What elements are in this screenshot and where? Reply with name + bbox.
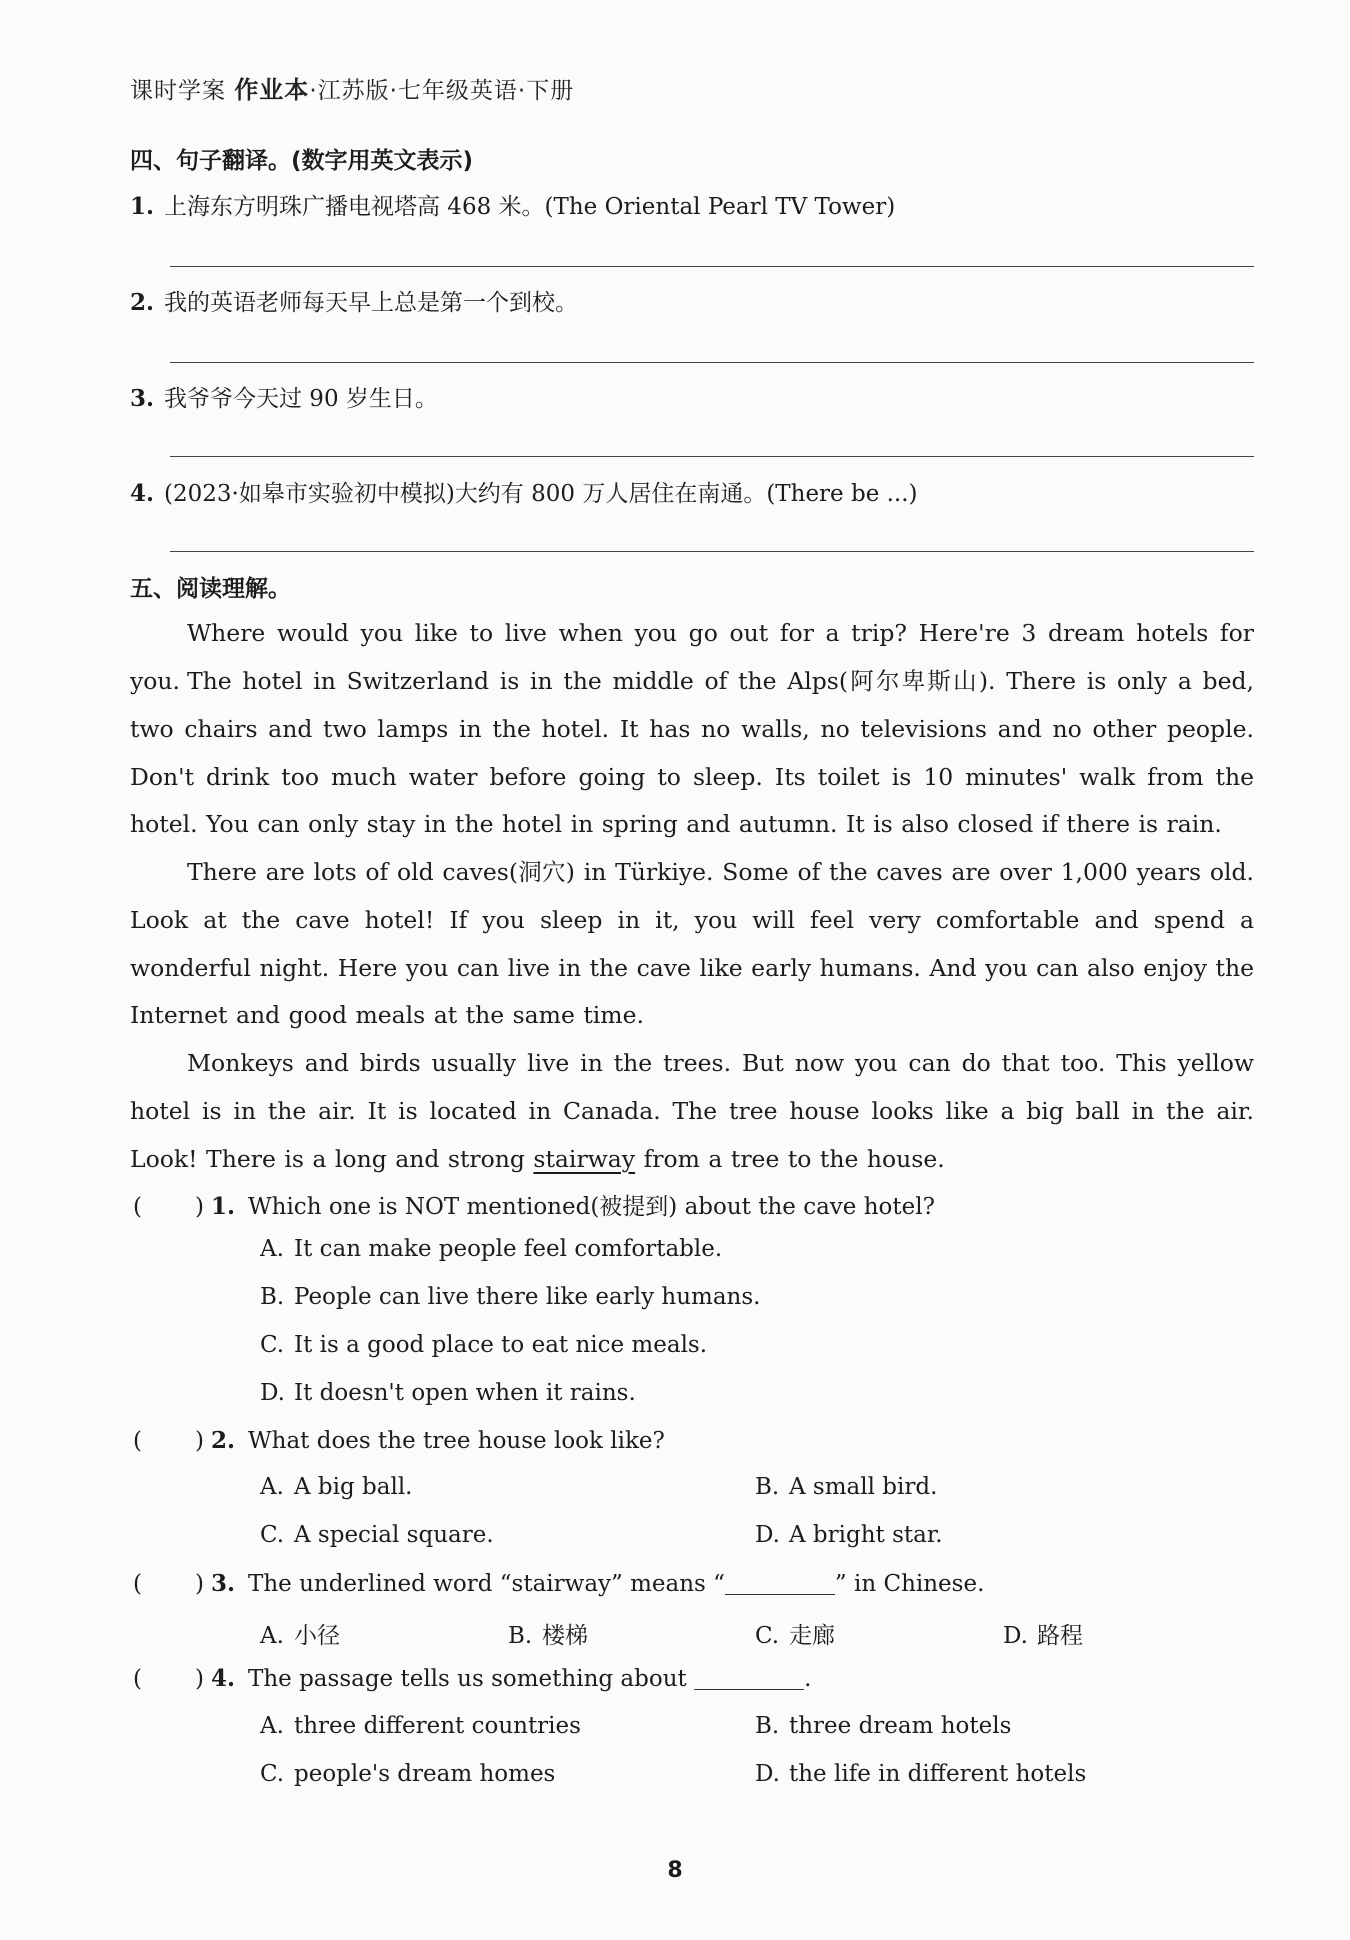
question-stem xyxy=(133,1570,984,1597)
passage-paragraph xyxy=(130,1040,1254,1183)
option-text: A bright star. xyxy=(789,1522,943,1548)
option-text: A small bird. xyxy=(789,1474,938,1500)
question-number: 1. xyxy=(211,1193,236,1220)
item-number: 2. xyxy=(130,289,155,316)
option-letter: D. xyxy=(755,1761,780,1787)
option-text: three different countries xyxy=(294,1713,581,1739)
answer-line[interactable] xyxy=(170,362,1254,363)
header-brand: 课时学案 xyxy=(130,78,226,104)
option-item[interactable] xyxy=(260,1522,494,1548)
page-number: 8 xyxy=(667,1858,683,1883)
option-letter: B. xyxy=(755,1713,780,1739)
option-item[interactable] xyxy=(260,1761,555,1787)
passage-paragraph: The hotel in Switzerland is in the middle of the Alps(阿尔卑斯山). There is only a bed, two chairs and two lamps in the hotel. It has no walls, no televisions and no other people. Don't drink too much water before going to sleep. Its toilet is 10 minutes' walk from the hotel. You can only stay in the hotel in spring and autumn. It is also closed if there is rain. xyxy=(130,667,1254,839)
question-text: Which one is NOT mentioned(被提到) about the cave hotel? xyxy=(248,1194,935,1220)
option-text: It can make people feel comfortable. xyxy=(294,1236,723,1262)
item-text: 上海东方明珠广播电视塔高 468 米。(The Oriental Pearl TV Tower) xyxy=(164,194,896,220)
option-item[interactable] xyxy=(260,1713,581,1739)
translation-item xyxy=(130,284,578,317)
item-text: 我的英语老师每天早上总是第一个到校。 xyxy=(164,290,578,316)
option-text: people's dream homes xyxy=(294,1761,556,1787)
answer-bracket-open[interactable]: ( xyxy=(133,1194,142,1220)
option-text: the life in different hotels xyxy=(789,1761,1087,1787)
option-letter: D. xyxy=(260,1380,285,1406)
option-item[interactable] xyxy=(260,1284,760,1310)
answer-bracket-close: ) xyxy=(195,1428,204,1454)
fill-blank[interactable] xyxy=(725,1574,835,1595)
question-text: The underlined word “stairway” means “ xyxy=(248,1571,725,1597)
option-item[interactable] xyxy=(260,1236,722,1262)
option-text: It doesn't open when it rains. xyxy=(294,1380,636,1406)
option-item[interactable] xyxy=(755,1713,1011,1739)
header-book: 作业本 xyxy=(234,76,310,104)
option-letter: A. xyxy=(260,1713,284,1739)
paragraph-text: Monkeys and birds usually live in the trees. But now you can do that too. This yellow hotel is in the air. It is located in Canada. The tree house looks like a big ball in the air. Look! There is a long and strong xyxy=(130,1049,1254,1173)
option-item[interactable] xyxy=(260,1474,413,1500)
answer-line[interactable] xyxy=(170,551,1254,552)
passage-paragraph: Where would you like to live when you go out for a trip? Here're 3 dream hotels for you. xyxy=(130,619,1254,695)
answer-line[interactable] xyxy=(170,456,1254,457)
option-item[interactable] xyxy=(755,1522,943,1548)
option-letter: D. xyxy=(1003,1623,1028,1649)
item-number: 1. xyxy=(130,193,155,220)
question-number: 4. xyxy=(211,1665,236,1692)
option-text: 路程 xyxy=(1037,1623,1083,1649)
option-text: 楼梯 xyxy=(542,1623,588,1649)
item-text: 我爷爷今天过 90 岁生日。 xyxy=(164,386,438,412)
option-letter: D. xyxy=(755,1522,780,1548)
option-letter: C. xyxy=(260,1522,285,1548)
paragraph-text: from a tree to the house. xyxy=(635,1144,945,1173)
passage-paragraph: There are lots of old caves(洞穴) in Türkiye. Some of the caves are over 1,000 years old. Look at the cave hotel! If you sleep in it, you will feel very comfortable and spend a wonderful night. Here you can live in the cave like early humans. And you can also enjoy the Internet and good meals at the same time. xyxy=(130,858,1254,1030)
option-item[interactable] xyxy=(260,1332,707,1358)
question-text: ” in Chinese. xyxy=(834,1571,985,1597)
item-number: 3. xyxy=(130,385,155,412)
page-header xyxy=(130,70,574,105)
option-letter: A. xyxy=(260,1474,284,1500)
option-text: 走廊 xyxy=(789,1623,835,1649)
option-letter: B. xyxy=(260,1284,285,1310)
option-text: 小径 xyxy=(294,1623,340,1649)
underlined-word: stairway xyxy=(533,1144,636,1173)
option-item[interactable] xyxy=(1003,1617,1083,1650)
translation-item xyxy=(130,188,895,221)
question-number: 2. xyxy=(211,1427,236,1454)
option-letter: A. xyxy=(260,1623,284,1649)
question-number: 3. xyxy=(211,1570,236,1597)
item-text: (2023·如皋市实验初中模拟)大约有 800 万人居住在南通。(There be ...) xyxy=(164,481,918,507)
option-letter: B. xyxy=(755,1474,780,1500)
item-number: 4. xyxy=(130,480,155,507)
fill-blank[interactable] xyxy=(694,1669,804,1690)
question-stem xyxy=(133,1427,665,1454)
translation-item xyxy=(130,475,918,508)
option-item[interactable] xyxy=(508,1617,588,1650)
answer-line[interactable] xyxy=(170,266,1254,267)
option-letter: C. xyxy=(260,1761,285,1787)
option-text: A special square. xyxy=(294,1522,494,1548)
header-rest: ·江苏版·七年级英语·下册 xyxy=(309,78,575,104)
section5-title: 五、阅读理解。 xyxy=(130,576,291,602)
translation-item xyxy=(130,380,438,413)
option-item[interactable] xyxy=(260,1617,340,1650)
option-text: People can live there like early humans. xyxy=(294,1284,761,1310)
option-letter: C. xyxy=(260,1332,285,1358)
option-item[interactable] xyxy=(755,1761,1086,1787)
option-item[interactable] xyxy=(755,1474,937,1500)
answer-bracket-close: ) xyxy=(195,1571,204,1597)
option-text: A big ball. xyxy=(294,1474,413,1500)
question-text: What does the tree house look like? xyxy=(248,1428,665,1454)
option-letter: A. xyxy=(260,1236,284,1262)
option-item[interactable] xyxy=(260,1380,636,1406)
question-stem xyxy=(133,1665,811,1692)
option-text: three dream hotels xyxy=(789,1713,1012,1739)
question-text: . xyxy=(804,1666,812,1692)
answer-bracket-open[interactable]: ( xyxy=(133,1666,142,1692)
answer-bracket-open[interactable]: ( xyxy=(133,1571,142,1597)
option-letter: B. xyxy=(508,1623,533,1649)
question-text: The passage tells us something about xyxy=(248,1666,695,1692)
answer-bracket-close: ) xyxy=(195,1194,204,1220)
answer-bracket-close: ) xyxy=(195,1666,204,1692)
option-text: It is a good place to eat nice meals. xyxy=(294,1332,708,1358)
question-stem xyxy=(133,1188,935,1221)
section4-title: 四、句子翻译。(数字用英文表示) xyxy=(130,148,474,174)
answer-bracket-open[interactable]: ( xyxy=(133,1428,142,1454)
option-item[interactable] xyxy=(755,1617,835,1650)
option-letter: C. xyxy=(755,1623,780,1649)
